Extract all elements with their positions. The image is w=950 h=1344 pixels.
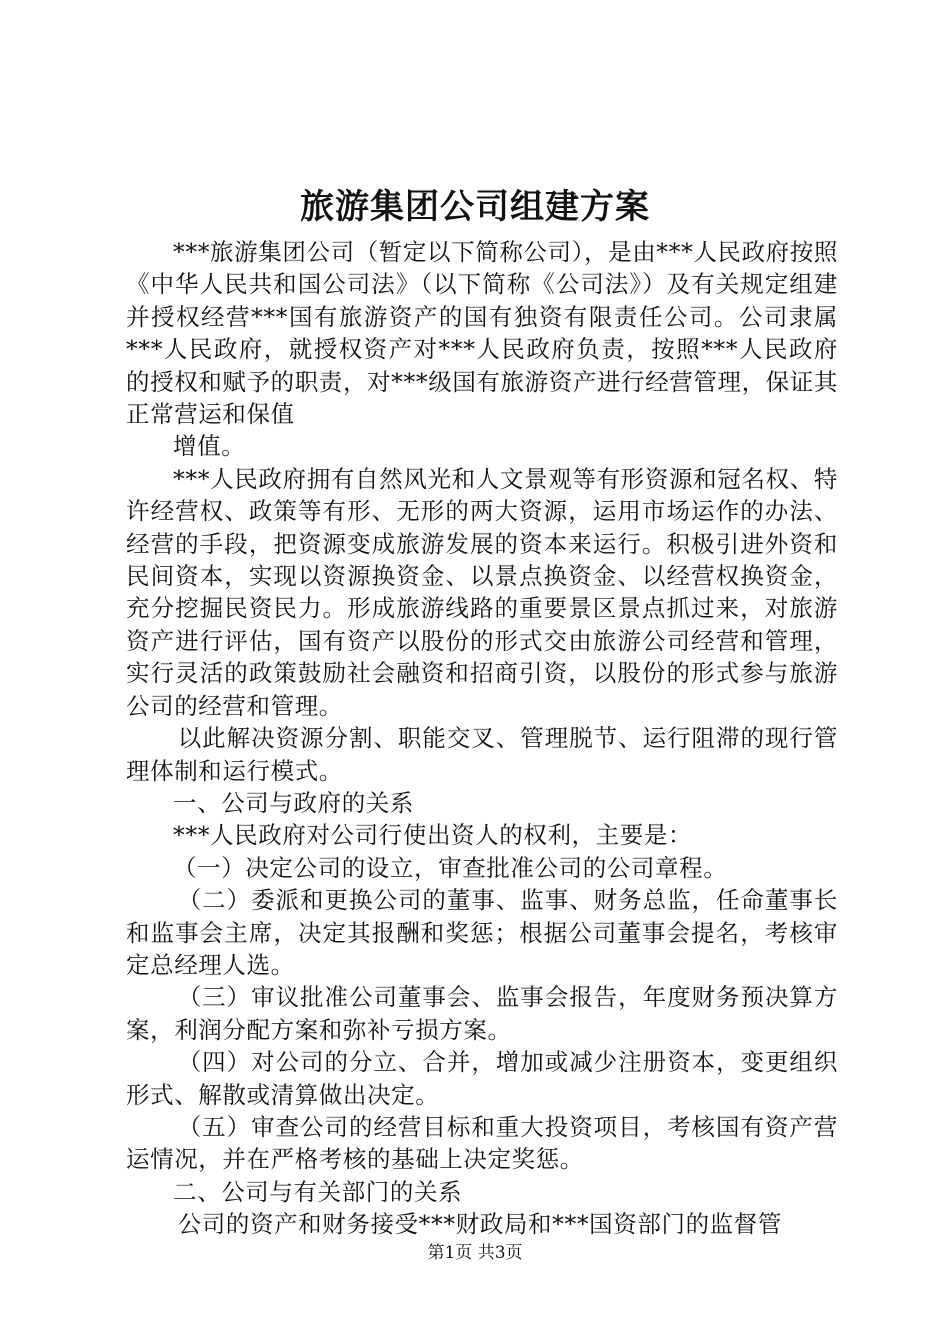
- paragraph-intro: ***旅游集团公司（暂定以下简称公司），是由***人民政府按照《中华人民共和国公司法》（以下简称《公司法》）及有关规定组建并授权经营***国有旅游资产的国有独资有限责任公司。公司隶属***人民政府，就授权资产对***人民政府负责，按照***人民政府的授权和赋予的职责，对***级国有旅游资产进行经营管理，保证其正常营运和保值: [126, 238, 838, 429]
- list-item-1: （一）决定公司的设立，审查批准公司的公司章程。: [173, 853, 728, 882]
- document-title: 旅游集团公司组建方案: [300, 187, 650, 227]
- paragraph-resources: ***人民政府拥有自然风光和人文景观等有形资源和冠名权、特许经营权、政策等有形、无形的两大资源，运用市场运作的办法、经营的手段，把资源变成旅游发展的资本来运行。积极引进外资和民间资本，实现以资源换资金、以景点换资金、以经营权换资金，充分挖掘民资民力。形成旅游线路的重要景区景点抓过来，对旅游资产进行评估，国有资产以股份的形式交由旅游公司经营和管理，实行灵活的政策鼓励社会融资和招商引资，以股份的形式参与旅游公司的经营和管理。: [126, 464, 838, 720]
- section-heading-government: 一、公司与政府的关系: [173, 788, 414, 817]
- list-item-2: （二）委派和更换公司的董事、监事、财务总监，任命董事长和监事会主席，决定其报酬和奖惩；根据公司董事会提名，考核审定总经理人选。: [126, 886, 838, 979]
- paragraph-investor-rights: ***人民政府对公司行使出资人的权利，主要是：: [173, 821, 693, 850]
- paragraph-purpose: 以此解决资源分割、职能交叉、管理脱节、运行阻滞的现行管理体制和运行模式。: [126, 724, 838, 785]
- section-heading-departments: 二、公司与有关部门的关系: [173, 1177, 463, 1206]
- paragraph-supervision: 公司的资产和财务接受***财政局和***国资部门的监督管: [177, 1210, 782, 1239]
- paragraph-intro-continued: 增值。: [173, 432, 246, 461]
- page-footer: 第1页 共3页: [427, 1243, 523, 1263]
- list-item-5: （五）审查公司的经营目标和重大投资项目，考核国有资产营运情况，并在严格考核的基础上决定奖惩。: [126, 1112, 838, 1174]
- list-item-3: （三）审议批准公司董事会、监事会报告，年度财务预决算方案，利润分配方案和弥补亏损方案。: [126, 983, 838, 1044]
- document-body: [126, 236, 838, 1241]
- list-item-4: （四）对公司的分立、合并，增加或减少注册资本，变更组织形式、解散或清算做出决定。: [126, 1048, 838, 1109]
